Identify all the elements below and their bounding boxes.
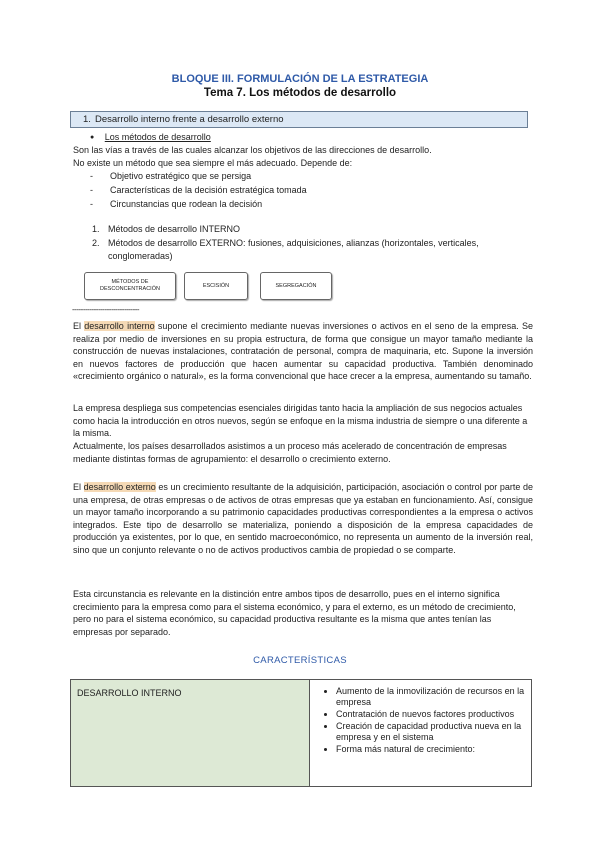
diagram-box-label: MÉTODOS DE DESCONCENTRACIÓN — [100, 279, 160, 292]
method-item — [92, 223, 532, 236]
method-text: Métodos de desarrollo INTERNO — [108, 224, 241, 234]
row-label: DESARROLLO INTERNO — [71, 680, 310, 787]
diagram-box-label: SEGREGACIÓN — [275, 282, 317, 289]
highlight-term: desarrollo externo — [83, 482, 156, 492]
diagram-box — [184, 272, 248, 300]
characteristics-heading: CARACTERÍSTICAS — [253, 655, 347, 666]
list-item: • Creación de capacidad productiva nueva en la empresa y en el sistema — [336, 721, 525, 743]
list-item: • Forma más natural de crecimiento: — [336, 744, 525, 755]
diagram-box — [260, 272, 332, 300]
bullet-icon: ● — [90, 134, 95, 141]
intro-line-1: Son las vías a través de las cuales alcanzar los objetivos de las direcciones de desarrollo. — [73, 145, 432, 155]
paragraph-actualmente: Actualmente, los países desarrollados asistimos a un proceso más acelerado de concentración de empresas mediante distintas formas de agrupamiento: el desarrollo o crecimiento externo. — [73, 441, 507, 464]
subheading-label: Los métodos de desarrollo — [104, 132, 211, 142]
section-heading — [70, 111, 528, 128]
paragraph-competencias: La empresa despliega sus competencias esenciales dirigidas tanto hacia la ampliación de sus negocios actuales como hacia la introducción en otros nuevos, según se enfoque en la misma industria de siempre o una diferente a la misma. — [73, 403, 528, 439]
subheading — [90, 131, 211, 145]
dash-item: - Objetivo estratégico que se persiga — [90, 171, 252, 181]
dash-item-text: Características de la decisión estratégica tomada — [110, 185, 307, 195]
divider: ------------------------------- — [72, 305, 140, 314]
highlight-term: desarrollo interno — [84, 321, 155, 331]
row-bullets — [310, 680, 532, 787]
diagram-box — [84, 272, 176, 300]
block-title: BLOQUE III. FORMULACIÓN DE LA ESTRATEGIA — [171, 73, 429, 85]
paragraph-desarrollo-externo: El desarrollo externo es un crecimiento resultante de la adquisición, participación, asociación o control por parte de una empresa, de otras empresas o de activos de otras empresas que ya estaban en funcionamiento. Así, consigue un mayor tamaño incorporando a su patrimonio capacidades productivas correspondientes a la empresa o activos integrados. Este tipo de desarrollo se materializa, poniendo a disposición de la empresa capacidades de producción ya existentes, por lo que, en sentido macroeconómico, no representa un aumento de la inversión real, sino que un conjunto relevante o no de activos productivos cambia de propiedad o se comparte. — [73, 482, 533, 555]
list-item: • Aumento de la inmovilización de recursos en la empresa — [336, 686, 525, 708]
paragraph-desarrollo-interno: El desarrollo interno supone el crecimiento mediante nuevas inversiones o activos en el seno de la empresa. Se realiza por medio de inversiones en su propia estructura, de forma que consigue un mayor tamaño mediante la construcción de nuevas instalaciones, contratación de personal, compra de maquinaria, etc. Supone la inversión en nuevos factores de producción que hacen aumentar su capacidad productiva. También denominado «crecimiento orgánico o natural», es la forma convencional que hace crecer a la empresa, aumentando su tamaño. — [73, 321, 533, 382]
paragraph-circunstancia: Esta circunstancia es relevante en la distinción entre ambos tipos de desarrollo, pues en el interno significa crecimiento para la empresa como para el sistema económico, y para el externo, es un método de crecimiento, pero no para el sistema económico, su capacidad productiva resultante es la misma que antes tenían las empresas por separado. — [73, 589, 516, 637]
dash-item-text: Objetivo estratégico que se persiga — [110, 171, 252, 181]
intro-line-2: No existe un método que sea siempre el más adecuado. Depende de: — [73, 158, 353, 168]
method-number: 2. — [92, 238, 100, 248]
dash-item: - Características de la decisión estratégica tomada — [90, 185, 307, 195]
list-item: • Contratación de nuevos factores productivos — [336, 709, 525, 720]
table-row — [71, 680, 532, 787]
method-text: Métodos de desarrollo EXTERNO: fusiones, adquisiciones, alianzas (horizontales, verticales, conglomeradas) — [108, 238, 479, 261]
topic-title: Tema 7. Los métodos de desarrollo — [203, 87, 397, 99]
diagram-box-label: ESCISIÓN — [202, 282, 230, 289]
characteristics-table — [70, 679, 532, 787]
section-number: 1. — [83, 114, 91, 125]
method-item — [92, 237, 532, 261]
dash-item: - Circunstancias que rodean la decisión — [90, 199, 263, 209]
method-number: 1. — [92, 224, 100, 234]
section-label: Desarrollo interno frente a desarrollo externo — [95, 114, 284, 125]
dash-item-text: Circunstancias que rodean la decisión — [110, 199, 263, 209]
